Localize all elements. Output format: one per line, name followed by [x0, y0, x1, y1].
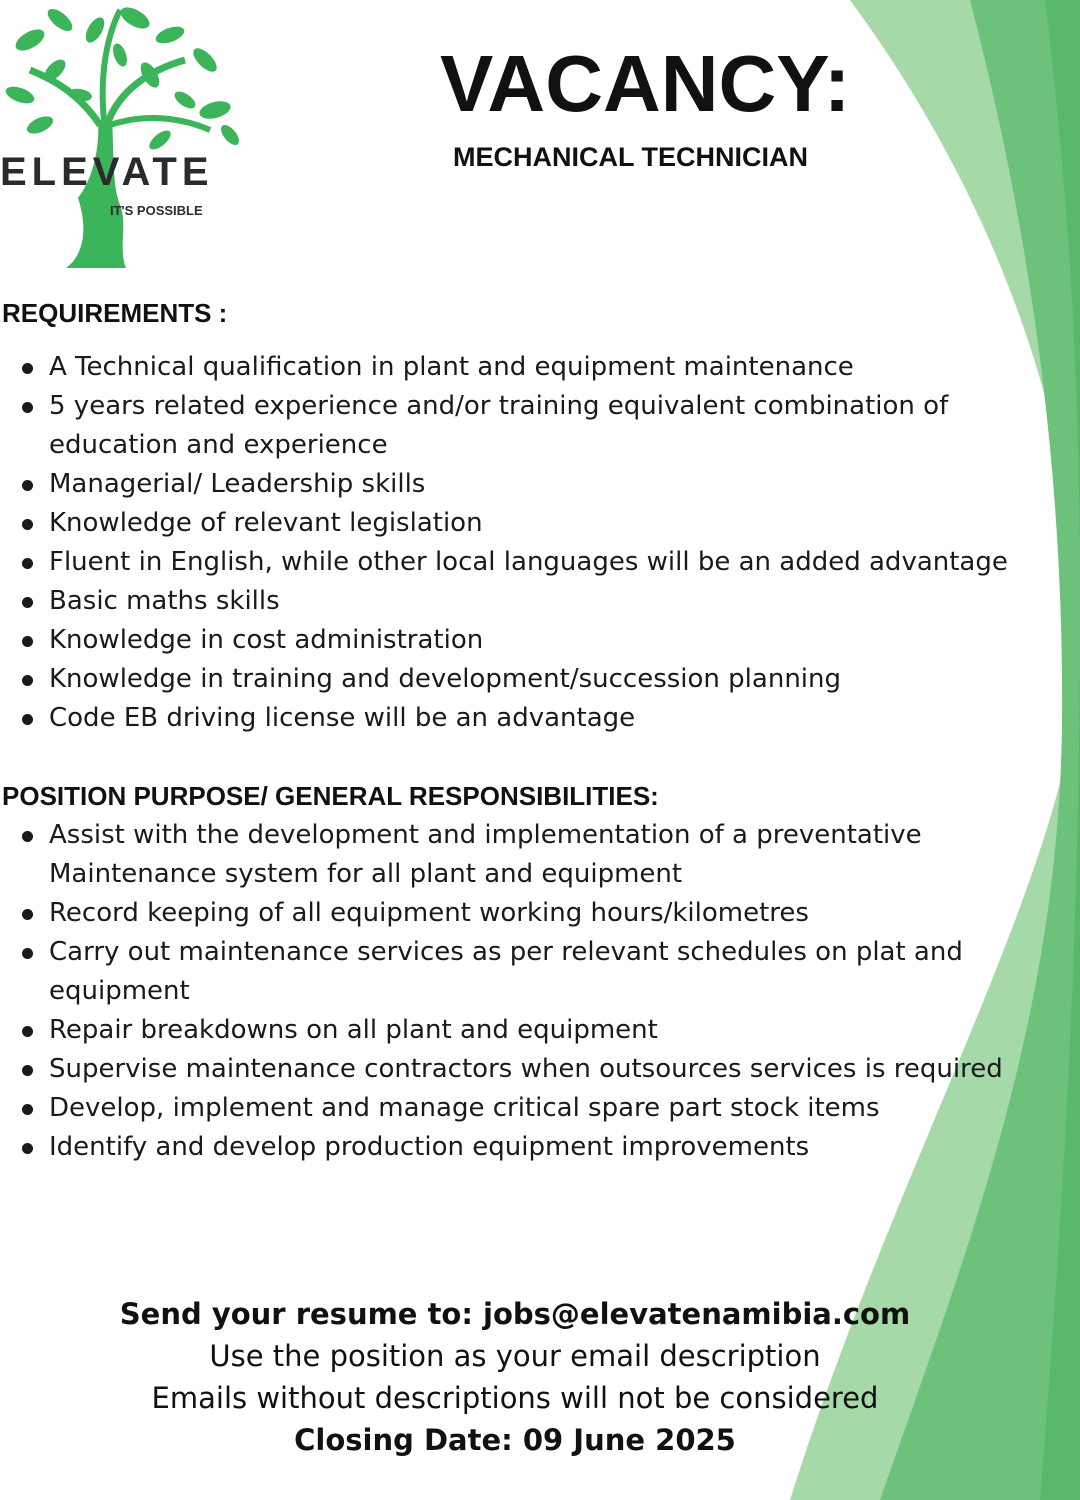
list-item: [0, 699, 1075, 738]
list-item: [0, 543, 1075, 582]
list-item-continuation: [0, 972, 1075, 1011]
list-item: [0, 348, 1075, 387]
closing-date: Closing Date: 09 June 2025: [294, 1423, 736, 1457]
list-item-text: A Technical qualification in plant and equipment maintenance: [49, 352, 854, 382]
bullet-icon: [22, 363, 33, 374]
bullet-icon: [22, 1104, 33, 1115]
list-item-continuation: [0, 426, 1075, 465]
list-item-text: Identify and develop production equipment improvements: [49, 1132, 810, 1162]
vacancy-title: VACANCY:: [440, 39, 851, 128]
list-item-text: Assist with the development and implementation of a preventative: [49, 820, 922, 850]
list-item-text: Knowledge of relevant legislation: [49, 508, 483, 538]
bullet-icon: [22, 480, 33, 491]
list-item: [0, 465, 1075, 504]
responsibilities-heading: POSITION PURPOSE/ GENERAL RESPONSIBILITIES:: [2, 781, 659, 811]
application-instructions: [0, 1293, 1030, 1461]
list-item: [0, 1089, 1075, 1128]
list-item: [0, 621, 1075, 660]
bullet-icon: [22, 909, 33, 920]
list-item-text: Record keeping of all equipment working hours/kilometres: [49, 898, 809, 928]
logo-wordmark: ELEVATE: [0, 150, 214, 194]
bullet-icon: [22, 519, 33, 530]
bullet-icon: [22, 1065, 33, 1076]
list-item-text: Basic maths skills: [49, 586, 280, 616]
bullet-icon: [22, 714, 33, 725]
list-item: [0, 1011, 1075, 1050]
list-item-text: Repair breakdowns on all plant and equipment: [49, 1015, 658, 1045]
list-item-text: Managerial/ Leadership skills: [49, 469, 426, 499]
bullet-icon: [22, 636, 33, 647]
list-item-text: 5 years related experience and/or training equivalent combination of: [49, 391, 949, 421]
bullet-icon: [22, 597, 33, 608]
responsibilities-list: [0, 816, 1075, 1167]
list-item: [0, 504, 1075, 543]
list-item-continuation: [0, 855, 1075, 894]
job-title: MECHANICAL TECHNICIAN: [453, 142, 808, 172]
list-item: [0, 894, 1075, 933]
bullet-icon: [22, 558, 33, 569]
list-item-text: Develop, implement and manage critical spare part stock items: [49, 1093, 880, 1123]
bullet-icon: [22, 1026, 33, 1037]
list-item: [0, 1128, 1075, 1167]
warning-line: Emails without descriptions will not be considered: [151, 1381, 879, 1415]
list-item-text: Knowledge in cost administration: [49, 625, 484, 655]
list-item: [0, 1050, 1075, 1089]
tree-icon: [0, 0, 250, 275]
list-item-text: Supervise maintenance contractors when outsources services is required: [49, 1054, 1003, 1084]
list-item: [0, 387, 1075, 426]
list-item-text: Carry out maintenance services as per relevant schedules on plat and: [49, 937, 963, 967]
requirements-list: [0, 348, 1075, 738]
bullet-icon: [22, 402, 33, 413]
list-item-text: Knowledge in training and development/succession planning: [49, 664, 841, 694]
elevate-logo: [0, 0, 250, 275]
list-item: [0, 660, 1075, 699]
list-item-text: Fluent in English, while other local languages will be an added advantage: [49, 547, 1008, 577]
list-item-text: equipment: [49, 976, 190, 1006]
bullet-icon: [22, 831, 33, 842]
email-description-line: Use the position as your email description: [209, 1339, 821, 1373]
list-item-text: education and experience: [49, 430, 388, 460]
list-item: [0, 933, 1075, 972]
list-item: [0, 582, 1075, 621]
requirements-heading: REQUIREMENTS :: [2, 298, 228, 328]
logo-tagline: IT'S POSSIBLE: [110, 203, 203, 218]
bullet-icon: [22, 1143, 33, 1154]
bullet-icon: [22, 948, 33, 959]
list-item-text: Maintenance system for all plant and equipment: [49, 859, 683, 889]
list-item: [0, 816, 1075, 855]
bullet-icon: [22, 675, 33, 686]
send-resume-line: Send your resume to: jobs@elevatenamibia.com: [119, 1297, 911, 1331]
list-item-text: Code EB driving license will be an advantage: [49, 703, 636, 733]
